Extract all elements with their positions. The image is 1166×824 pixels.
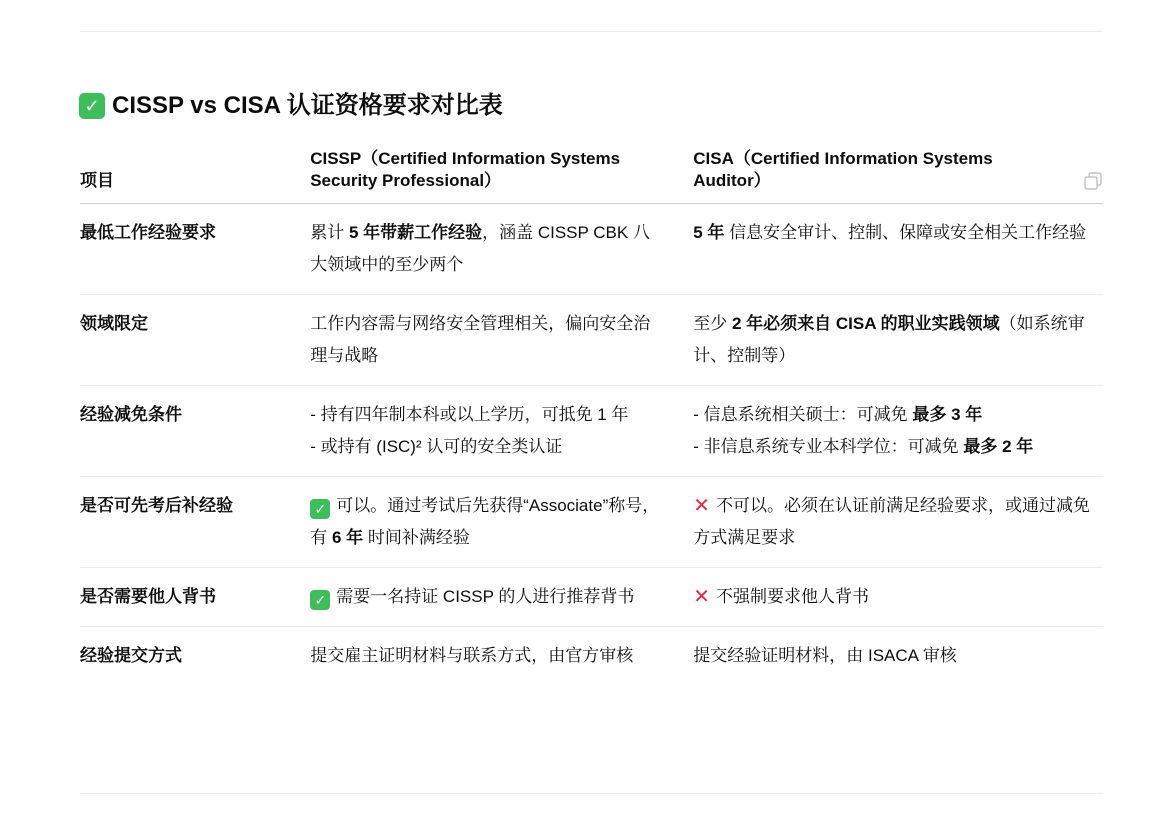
section-heading <box>79 88 503 124</box>
header-item: 项目 <box>80 148 310 204</box>
text-span: - 非信息系统专业本科学位：可减免 <box>693 437 964 456</box>
text-span: （如系统审计、控制等） <box>693 314 1085 365</box>
table-row <box>80 386 1103 477</box>
check-mark-button-icon: ✓ <box>310 499 330 519</box>
bold-span: 6 年 <box>331 528 364 547</box>
check-mark-button-icon: ✓ <box>79 93 105 119</box>
text-span: 至少 <box>693 314 732 333</box>
top-divider <box>80 31 1103 32</box>
cross-mark-icon: ✕ <box>693 586 711 608</box>
bold-span: 5 年 <box>693 223 725 242</box>
text-span: 需要一名持证 CISSP 的人进行推荐背书 <box>336 587 635 606</box>
row-cisa <box>693 295 1103 386</box>
list-line: - 持有四年制本科或以上学历，可抵免 1 年 <box>310 405 629 424</box>
text-span: 时间补满经验 <box>363 528 470 547</box>
comparison-table <box>80 148 1103 685</box>
row-cissp: 提交雇主证明材料与联系方式，由官方审核 <box>310 646 634 665</box>
row-cissp <box>310 477 693 568</box>
bold-span: 5 年带薪工作经验 <box>348 223 483 242</box>
row-cissp: 工作内容需与网络安全管理相关，偏向安全治理与战略 <box>310 295 693 386</box>
row-cisa <box>693 386 1103 477</box>
text-span: 不强制要求他人背书 <box>716 587 870 606</box>
row-cisa <box>693 204 1103 295</box>
header-cisa-label: CISA（Certified Information Systems Auditor） <box>693 149 993 190</box>
check-mark-button-icon: ✓ <box>310 590 330 610</box>
copy-icon[interactable] <box>1083 171 1103 191</box>
text-span: 可以。通过考试后先获得“Associate”称号，有 <box>310 496 660 547</box>
table-row <box>80 477 1103 568</box>
table-row <box>80 204 1103 295</box>
text-span: - 信息系统相关硕士：可减免 <box>693 405 913 424</box>
text-span: 信息安全审计、控制、保障或安全相关工作经验 <box>724 223 1087 242</box>
row-item: 是否可先考后补经验 <box>80 477 310 568</box>
list-line <box>693 399 1103 431</box>
row-item: 经验提交方式 <box>80 646 182 665</box>
table-header-row <box>80 148 1103 204</box>
row-cisa <box>693 477 1103 568</box>
table-row <box>80 295 1103 386</box>
row-cissp <box>310 204 693 295</box>
bold-span: 最多 2 年 <box>963 437 1034 456</box>
list-line: - 或持有 (ISC)² 认可的安全类认证 <box>310 437 563 456</box>
row-item: 领域限定 <box>80 295 310 386</box>
text-span: 累计 <box>310 223 349 242</box>
header-cisa <box>693 148 1103 204</box>
cross-mark-icon: ✕ <box>693 495 711 517</box>
row-cissp <box>310 568 693 627</box>
header-cissp: CISSP（Certified Information Systems Security Professional） <box>310 148 693 204</box>
row-item: 是否需要他人背书 <box>80 568 310 627</box>
row-item: 最低工作经验要求 <box>80 204 310 295</box>
bottom-divider <box>80 793 1103 794</box>
row-cisa: 提交经验证明材料，由 ISACA 审核 <box>693 646 957 665</box>
text-span: 不可以。必须在认证前满足经验要求，或通过减免方式满足要求 <box>693 496 1091 547</box>
text-span: ，涵盖 CISSP CBK 八大领域中的至少两个 <box>310 223 650 274</box>
table-row <box>80 568 1103 627</box>
row-cissp <box>310 386 693 477</box>
bold-span: 最多 3 年 <box>912 405 983 424</box>
bold-span: 2 年必须来自 CISA 的职业实践领域 <box>731 314 1000 333</box>
table-row <box>80 627 1103 686</box>
row-cisa <box>693 568 1103 627</box>
row-item: 经验减免条件 <box>80 386 310 477</box>
list-line <box>693 431 1103 463</box>
heading-text: CISSP vs CISA 认证资格要求对比表 <box>112 92 503 119</box>
